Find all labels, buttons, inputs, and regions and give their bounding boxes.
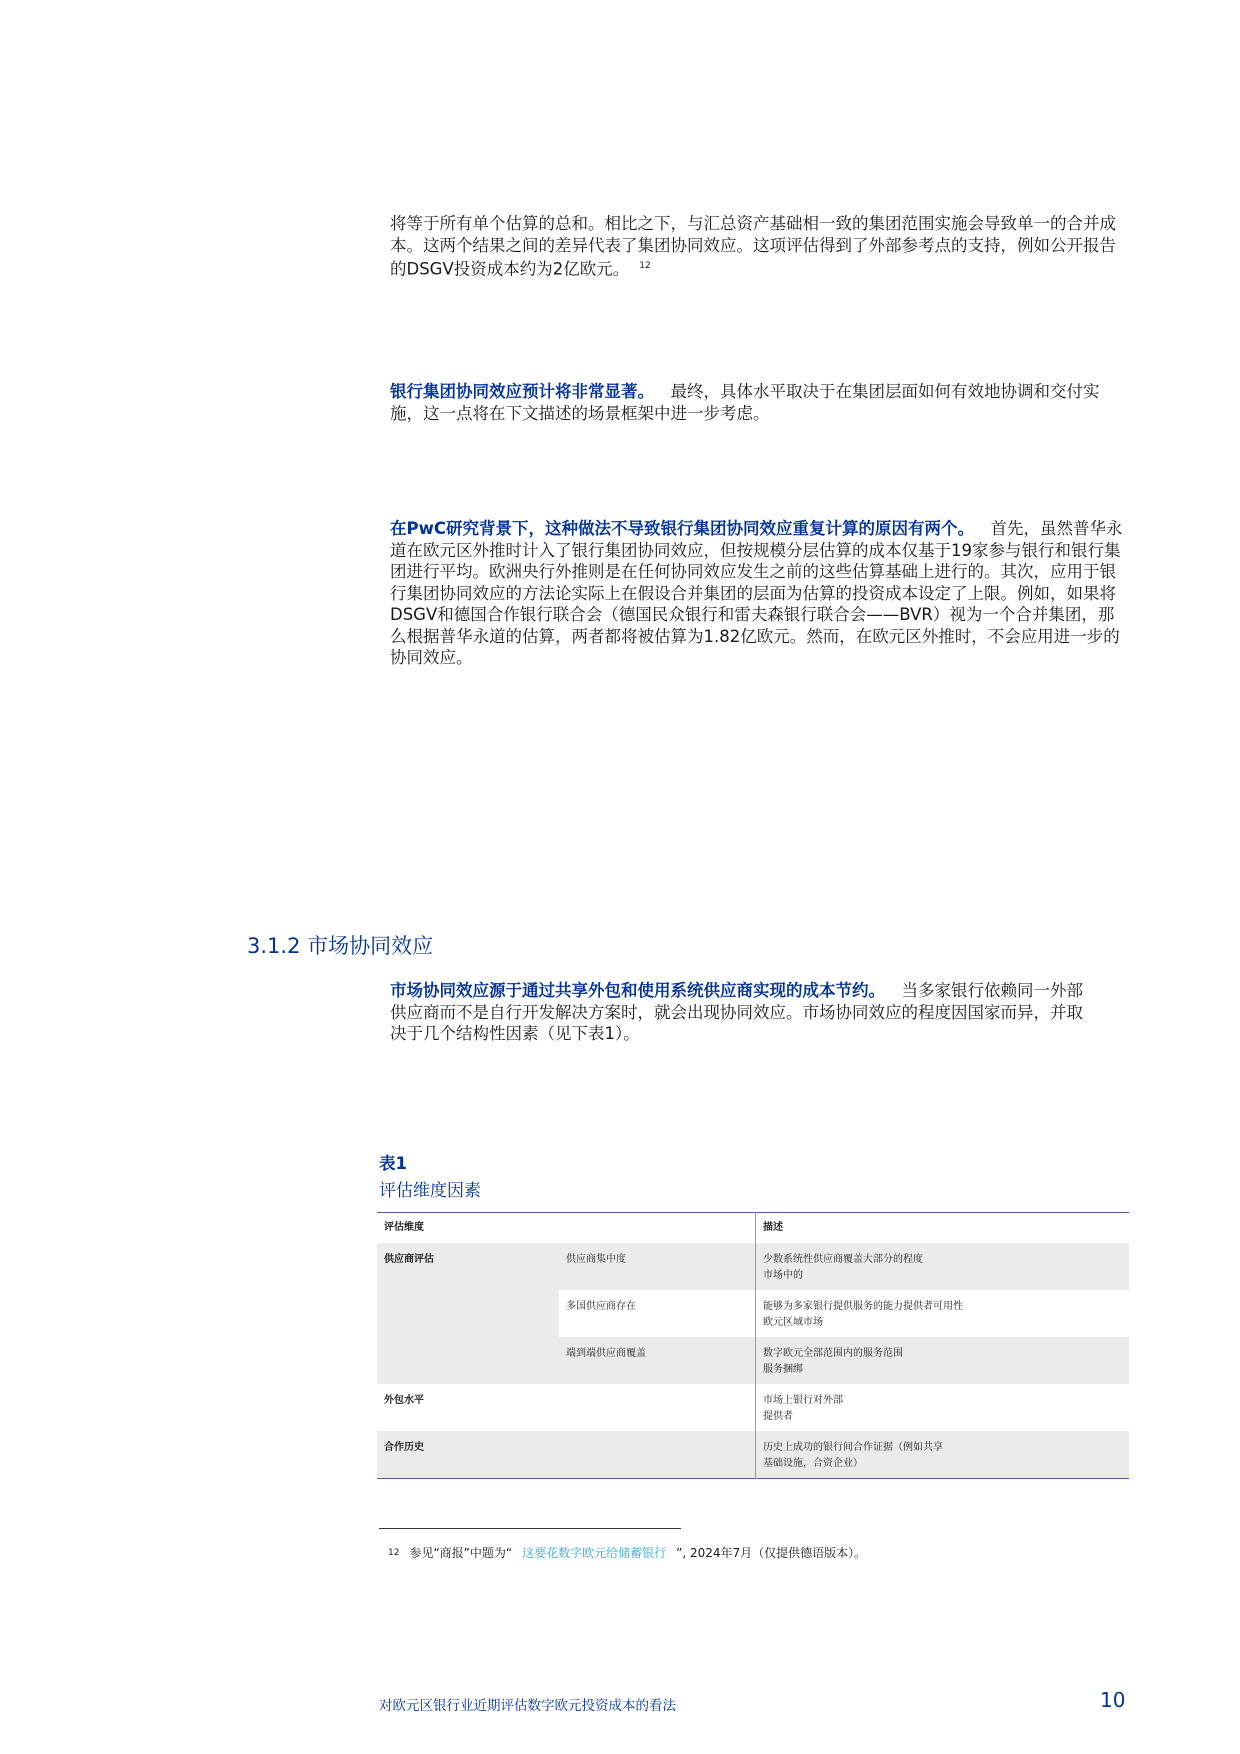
paragraph-group-synergy-cost bbox=[390, 213, 1130, 280]
paragraph-no-double-counting bbox=[390, 518, 1130, 669]
footnote-divider bbox=[379, 1528, 681, 1529]
description-cell: 历史上成功的银行间合作证据（例如共享 基础设施，合资企业） bbox=[756, 1431, 1130, 1479]
factor-cell: 端到端供应商覆盖 bbox=[559, 1337, 756, 1384]
table-header-row bbox=[377, 1213, 1129, 1243]
footnote bbox=[388, 1544, 866, 1561]
section-heading: 3.1.2 市场协同效应 bbox=[247, 934, 434, 958]
header-dimension: 评估维度 bbox=[377, 1213, 756, 1243]
paragraph-text: 将等于所有单个估算的总和。相比之下，与汇总资产基础相一致的集团范围实施会导致单一的合并成本。这两个结果之间的差异代表了集团协同效应。这项评估得到了外部参考点的支持，例如公开报告的DSGV投资成本约为2亿欧元。 bbox=[390, 214, 1116, 279]
header-description: 描述 bbox=[763, 1222, 783, 1233]
description-cell: 能够为多家银行提供服务的能力提供者可用性 欧元区域市场 bbox=[756, 1290, 1130, 1337]
footnote-reference[interactable]: 12 bbox=[639, 261, 651, 271]
footnote-number: 12 bbox=[388, 1548, 400, 1558]
table-row bbox=[377, 1384, 1129, 1431]
description-cell: 数字欧元全部范围内的服务范围 服务捆绑 bbox=[756, 1337, 1130, 1384]
footer-title: 对欧元区银行业近期评估数字欧元投资成本的看法 bbox=[379, 1698, 676, 1714]
paragraph-lead: 银行集团协同效应预计将非常显著。 bbox=[390, 382, 654, 401]
assessment-factors-table bbox=[377, 1212, 1129, 1479]
description-cell: 少数系统性供应商覆盖大部分的程度 市场中的 bbox=[756, 1243, 1130, 1291]
table-title: 评估维度因素 bbox=[379, 1181, 481, 1201]
row-label-outsourcing: 外包水平 bbox=[377, 1384, 756, 1431]
footnote-link[interactable]: 这要花数字欧元给储蓄银行 bbox=[522, 1546, 667, 1560]
footnote-prefix: 参见“商报”中题为“ bbox=[409, 1546, 513, 1560]
footnote-suffix: ”, 2024年7月（仅提供德语版本）。 bbox=[676, 1546, 867, 1560]
group-label-vendor: 供应商评估 bbox=[377, 1243, 559, 1385]
paragraph-lead: 在PwC研究背景下，这种做法不导致银行集团协同效应重复计算的原因有两个。 bbox=[390, 519, 974, 538]
table-row bbox=[377, 1431, 1129, 1479]
factor-cell: 多国供应商存在 bbox=[559, 1290, 756, 1337]
description-cell: 市场上银行对外部 提供者 bbox=[763, 1395, 843, 1422]
factor-cell: 供应商集中度 bbox=[559, 1243, 756, 1291]
paragraph-lead: 市场协同效应源于通过共享外包和使用系统供应商实现的成本节约。 bbox=[390, 981, 885, 1000]
paragraph-text: 首先，虽然普华永道在欧元区外推时计入了银行集团协同效应，但按规模分层估算的成本仅基于19家参与银行和银行集团进行平均。欧洲央行外推则是在任何协同效应发生之前的这些估算基础上进行的。其次，应用于银行集团协同效应的方法论实际上在假设合并集团的层面为估算的投资成本设定了上限。例如，如果将DSGV和德国合作银行联合会（德国民众银行和雷夫森银行联合会——BVR）视为一个合并集团，那么根据普华永道的估算，两者都将被估算为1.82亿欧元。然而，在欧元区外推时，不会应用进一步的协同效应。 bbox=[390, 519, 1123, 667]
paragraph-market-synergy bbox=[390, 980, 1090, 1045]
page-number: 10 bbox=[1100, 1688, 1126, 1712]
paragraph-group-synergy-significant bbox=[390, 381, 1130, 424]
paragraph-text: 最终，具体水平取决于在集团层面如何有效地协调和交付实施，这一点将在下文描述的场景框架中进一步考虑。 bbox=[390, 382, 1100, 423]
table-row bbox=[377, 1243, 1129, 1291]
row-label-history: 合作历史 bbox=[377, 1431, 756, 1479]
paragraph-text: 当多家银行依赖同一外部供应商而不是自行开发解决方案时，就会出现协同效应。市场协同效应的程度因国家而异，并取决于几个结构性因素（见下表1）。 bbox=[390, 981, 1083, 1043]
table-number: 表1 bbox=[379, 1154, 407, 1173]
